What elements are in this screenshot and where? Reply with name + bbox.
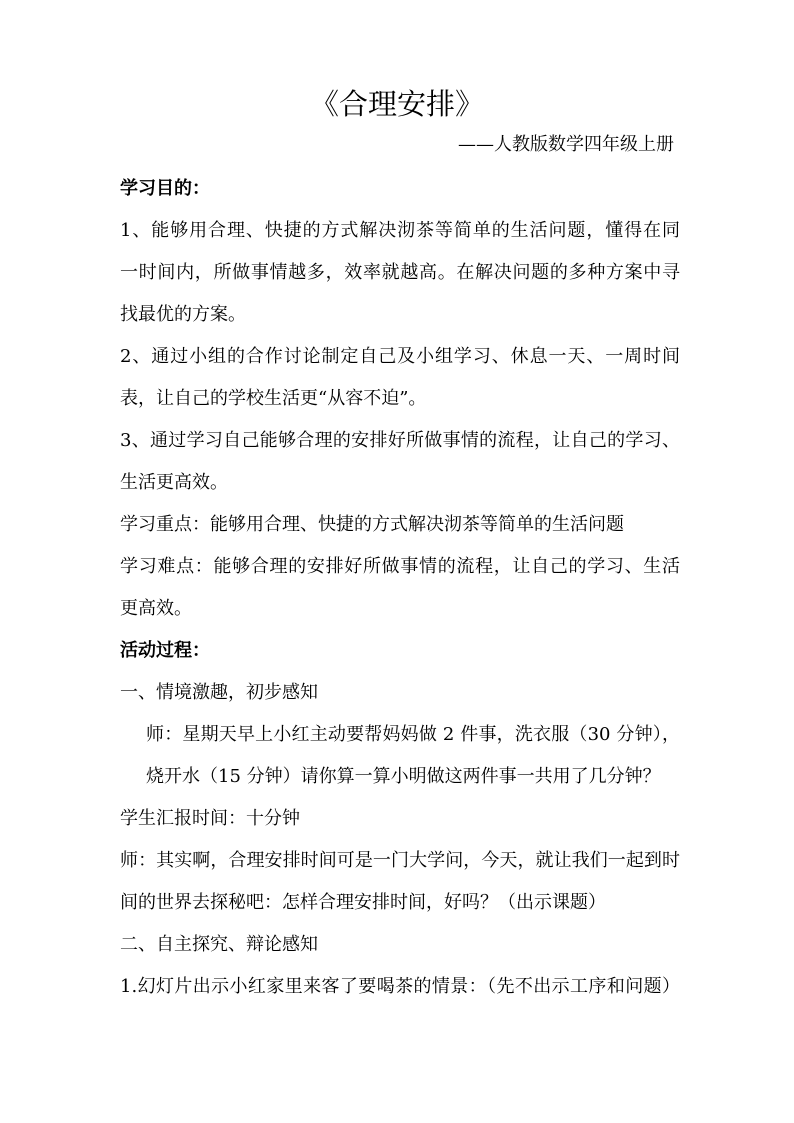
paragraph-line: 烧开水（15 分钟）请你算一算小明做这两件事一共用了几分钟？ xyxy=(146,766,661,787)
heading-learning-goals: 学习目的： xyxy=(120,178,210,199)
paragraph-line: 1、能够用合理、快捷的方式解决沏茶等简单的生活问题，懂得在同 xyxy=(120,220,680,241)
document-subtitle: ——人教版数学四年级上册 xyxy=(458,134,674,155)
paragraph-line: 学生汇报时间：十分钟 xyxy=(120,808,300,829)
paragraph-line: 师：星期天早上小红主动要帮妈妈做 2 件事，洗衣服（30 分钟）， xyxy=(146,724,680,745)
key-point-line: 学习重点：能够用合理、快捷的方式解决沏茶等简单的生活问题 xyxy=(120,514,624,535)
paragraph-line: 1.幻灯片出示小红家里来客了要喝茶的情景：（先不出示工序和问题） xyxy=(120,976,680,997)
section-heading: 二、自主探究、辩论感知 xyxy=(120,934,318,955)
document-title: 《合理安排》 xyxy=(309,87,484,121)
paragraph-line: 生活更高效。 xyxy=(120,472,228,493)
paragraph-line: 表，让自己的学校生活更“从容不迫”。 xyxy=(120,388,427,409)
paragraph-line: 更高效。 xyxy=(120,598,192,619)
paragraph-line: 3、通过学习自己能够合理的安排好所做事情的流程，让自己的学习、 xyxy=(120,430,680,451)
paragraph-line: 间的世界去探秘吧：怎样合理安排时间，好吗？（出示课题） xyxy=(120,892,606,913)
difficulty-line: 学习难点：能够合理的安排好所做事情的流程，让自己的学习、生活 xyxy=(120,556,680,577)
paragraph-line: 2、通过小组的合作讨论制定自己及小组学习、休息一天、一周时间 xyxy=(120,346,680,367)
paragraph-line: 师：其实啊，合理安排时间可是一门大学问，今天，就让我们一起到时 xyxy=(120,850,680,871)
heading-activity-process: 活动过程： xyxy=(120,640,210,661)
paragraph-line: 找最优的方案。 xyxy=(120,304,246,325)
paragraph-line: 一时间内，所做事情越多，效率就越高。在解决问题的多种方案中寻 xyxy=(120,262,680,283)
section-heading: 一、情境激趣，初步感知 xyxy=(120,682,318,703)
